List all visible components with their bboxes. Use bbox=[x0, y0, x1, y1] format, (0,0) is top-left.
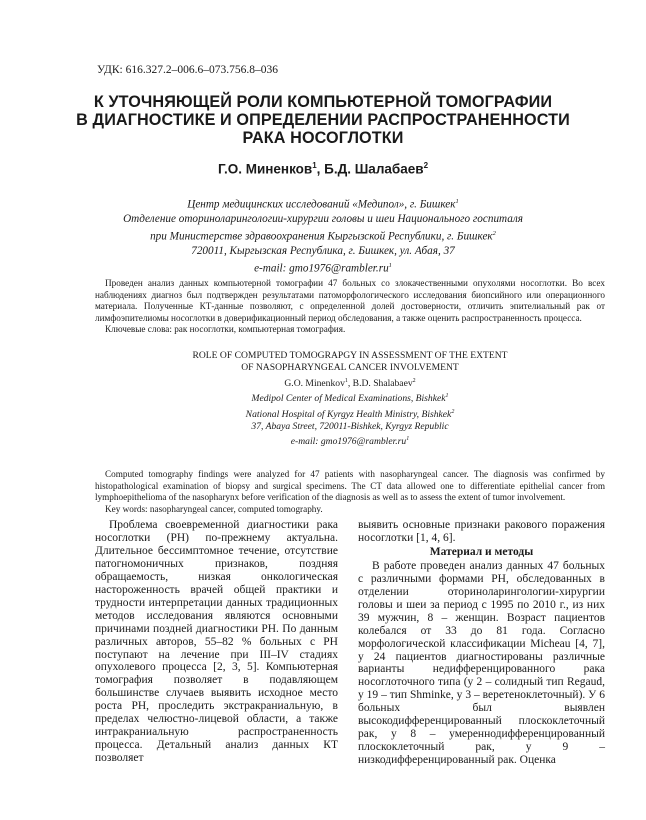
author-name: Б.Д. Шалабаев bbox=[324, 161, 424, 177]
section-heading: Материал и методы bbox=[429, 545, 534, 558]
abstract-en bbox=[95, 469, 605, 515]
keywords-en: Key words: nasopharyngeal cancer, computed tomography. bbox=[105, 503, 323, 514]
body-paragraph: выявить основные признаки ракового поражения носоглотки [1, 4, 6]. bbox=[358, 519, 605, 544]
author-affil-mark: 1 bbox=[312, 161, 317, 170]
affiliation-line bbox=[90, 227, 556, 244]
affiliation-text: Medipol Center of Medical Examinations, Bishkek bbox=[251, 393, 446, 405]
english-header bbox=[95, 350, 605, 449]
title-line: РАКА НОСОГЛОТКИ bbox=[242, 129, 404, 147]
abstract-text: Проведен анализ данных компьютерной томографии 47 больных со злокачественными опухолями носоглотки. Во всех наблюдениях диагноз был подтвержден результатами патоморфологического исследования биопсийного или операционного материала. Полученные КТ-данные позволяют, с определенной долей достоверности, отличить эпителиальный рак от лимфоэпителиомы носоглотки в доверификационный период обследования, а также оценить распространенность процесса. bbox=[95, 278, 605, 323]
english-address: 37, Abaya Street, 720011-Bishkek, Kyrgyz Republic bbox=[251, 421, 449, 433]
udc-code: УДК: 616.327.2–006.6–073.756.8–036 bbox=[97, 64, 278, 76]
affiliation-text: Центр медицинских исследований «Медипол», г. Бишкек bbox=[187, 198, 456, 211]
abstract-ru bbox=[95, 278, 605, 336]
author-name: Г.О. Миненков bbox=[217, 161, 313, 177]
affiliation-line bbox=[90, 195, 556, 212]
affiliation-line bbox=[90, 212, 556, 227]
authors-line bbox=[60, 161, 586, 177]
english-author: G.O. Minenkov bbox=[284, 377, 345, 389]
affiliation-text: Отделение оториноларингологии-хирургии головы и шеи Национального госпиталя bbox=[123, 213, 523, 226]
english-title-line: ROLE OF COMPUTED TOMOGRAPGY IN ASSESSMENT OF THE EXTENT bbox=[192, 350, 508, 361]
english-affiliation bbox=[95, 406, 605, 421]
keywords-ru: Ключевые слова: рак носоглотки, компьютерная томография. bbox=[105, 324, 346, 334]
english-authors bbox=[95, 375, 605, 390]
body-column-left bbox=[95, 519, 338, 765]
affiliation-text: 720011, Кыргызская Республика, г. Бишкек, ул. Абая, 37 bbox=[191, 245, 455, 258]
author-separator: , bbox=[316, 161, 325, 177]
affiliation-text: National Hospital of Kyrgyz Health Ministry, Bishkek bbox=[245, 408, 452, 420]
email-text: e-mail: gmo1976@rambler.ru bbox=[254, 262, 389, 275]
title-line: В ДИАГНОСТИКЕ И ОПРЕДЕЛЕНИИ РАСПРОСТРАНЕННОСТИ bbox=[76, 111, 570, 129]
abstract-text-en: Computed tomography findings were analyzed for 47 patients with nasopharyngeal cancer. The diagnosis was confirmed by histopathological examination of biopsy and surgical specimens. The CT data allowed one to differentiate epithelial cancer from lymphoepithelioma of the nasopharynx before verification of the diagnosis as well as to assess the extent of tumor involvement. bbox=[95, 469, 605, 502]
author-affil-mark: 2 bbox=[423, 161, 429, 170]
english-email bbox=[95, 433, 605, 448]
affiliation-text: при Министерстве здравоохранения Кыргызской Республики, г. Бишкек bbox=[150, 230, 493, 243]
english-title-line: OF NASOPHARYNGEAL CANCER INVOLVEMENT bbox=[241, 362, 459, 374]
affil-mark: 1 bbox=[406, 436, 410, 443]
body-paragraph: В работе проведен анализ данных 47 больных с различными формами РН, обследованных в отделении оториноларингологии-хирургии головы и шеи за период с 1995 по 2010 г., из них 39 мужчин, 8 – женщин. Возраст пациентов колебался от 33 до 81 года. Согласно морфологической классификации Micheau [4, 7], у 24 пациентов диагностированы различные варианты недифференцированного рака носоглоточного типа (у 2 – солидный тип Regaud, у 19 – тип Shminke, у 3 – веретеноклеточный). У 6 больных был выявлен высокодифференцированный плоскоклеточный рак, у 8 – умереннодифференцированный плоскоклеточный рак, у 9 – низкодифференцированный рак. Оценка bbox=[358, 559, 605, 767]
english-author: , B.D. Shalabaev bbox=[347, 377, 413, 389]
affil-mark: 2 bbox=[492, 229, 496, 237]
english-affiliation bbox=[95, 390, 605, 405]
affiliation-line bbox=[90, 259, 556, 276]
body-column-right bbox=[358, 519, 605, 767]
affil-mark: 2 bbox=[412, 377, 416, 384]
email-text: e-mail: gmo1976@rambler.ru bbox=[290, 436, 407, 448]
affil-mark: 2 bbox=[451, 408, 455, 415]
affil-mark: 1 bbox=[344, 377, 348, 384]
affiliations bbox=[90, 195, 556, 276]
article-title bbox=[60, 93, 586, 147]
affil-mark: 1 bbox=[445, 393, 449, 400]
affil-mark: 1 bbox=[455, 198, 459, 205]
affil-mark: 1 bbox=[388, 261, 392, 269]
affiliation-line bbox=[90, 244, 556, 259]
body-paragraph: Проблема своевременной диагностики рака носоглотки (РН) по-прежнему актуальна. Длительное бессимптомное течение, отсутствие патогномоничных признаков, поздняя обращаемость, низкая онкологическая настороженность врачей общей практики и трудности интерпретации данных традиционных методов исследования являются основными причинами поздней диагностики РН. По данным различных авторов, 55–82 % больных с РН поступают на лечение при III–IV стадиях опухолевого процесса [2, 3, 5]. Компьютерная томография позволяет в подавляющем большинстве случаев выявить исходное место роста РН, проследить экстракраниальную, в пределах челюстно-лицевой области, а также интракраниальную распространенность процесса. Детальный анализ данных КТ позволяет bbox=[95, 519, 338, 765]
title-line: К УТОЧНЯЮЩЕЙ РОЛИ КОМПЬЮТЕРНОЙ ТОМОГРАФИИ bbox=[93, 93, 553, 111]
